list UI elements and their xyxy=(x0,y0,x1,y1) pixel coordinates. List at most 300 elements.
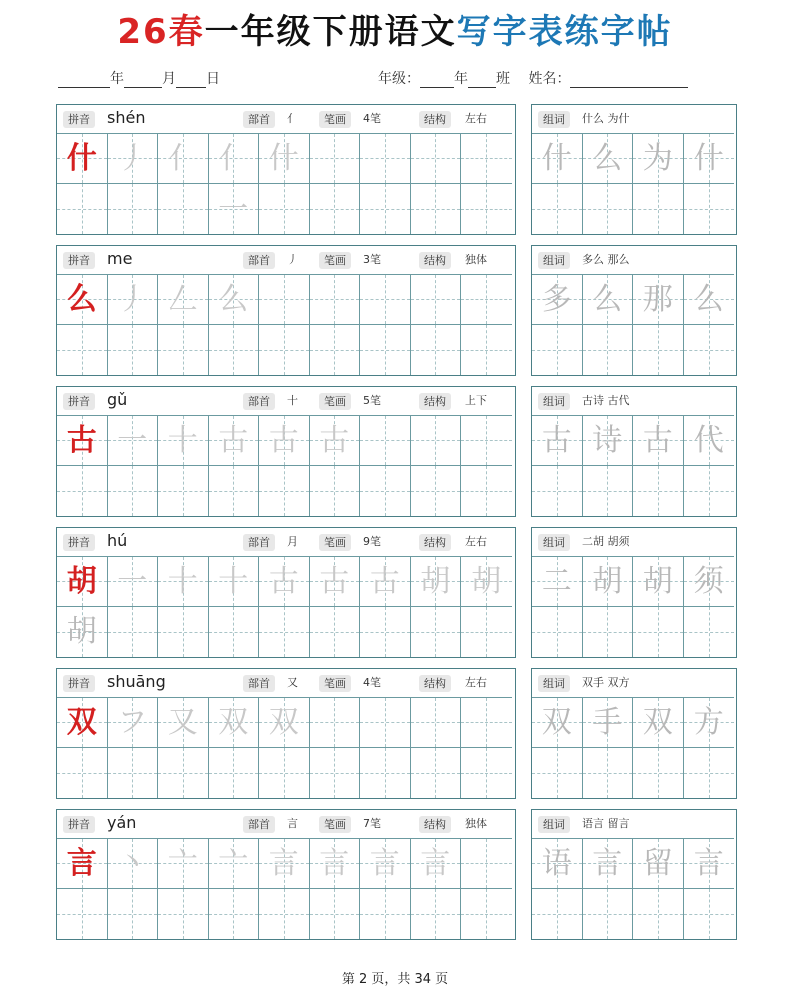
grid-cell[interactable] xyxy=(461,748,512,799)
year-blank[interactable] xyxy=(58,73,110,88)
grid-cell[interactable] xyxy=(684,184,735,235)
grid-cell[interactable] xyxy=(532,133,583,184)
grid-cell[interactable] xyxy=(209,607,260,658)
grid-cell[interactable] xyxy=(461,274,512,325)
grid-cell[interactable] xyxy=(209,466,260,517)
grid-cell[interactable] xyxy=(310,838,361,889)
practice-character: 古 xyxy=(268,423,299,458)
practice-character: 手 xyxy=(592,705,623,740)
grid-cell[interactable] xyxy=(532,274,583,325)
grid-cell[interactable] xyxy=(259,415,310,466)
grid-cell[interactable] xyxy=(684,748,735,799)
practice-character: 么 xyxy=(693,282,724,317)
grid-cell[interactable] xyxy=(310,415,361,466)
words-value: 双手 双方 xyxy=(582,676,630,689)
guide-line-horizontal xyxy=(57,491,107,492)
grid-cell[interactable] xyxy=(310,697,361,748)
guide-line-horizontal xyxy=(461,773,512,774)
guide-line-horizontal xyxy=(259,773,309,774)
guide-line-horizontal xyxy=(461,299,512,300)
guide-line-horizontal xyxy=(310,209,360,210)
practice-character: 二 xyxy=(541,564,572,599)
grid-cell[interactable] xyxy=(310,748,361,799)
grid-cell[interactable] xyxy=(411,325,462,376)
guide-line-horizontal xyxy=(310,773,360,774)
strokes-label: 笔画 xyxy=(319,816,351,833)
title-part-1: 26春 xyxy=(117,12,205,52)
word-practice-panel xyxy=(531,527,737,658)
grid-cell[interactable] xyxy=(461,133,512,184)
practice-character: 诗 xyxy=(592,423,623,458)
practice-character: 言 xyxy=(369,846,400,881)
grid-cell[interactable] xyxy=(684,133,735,184)
grid-cell[interactable] xyxy=(684,889,735,940)
grid-cell[interactable] xyxy=(583,697,634,748)
guide-line-horizontal xyxy=(583,350,633,351)
grid-cell[interactable] xyxy=(209,325,260,376)
guide-line-horizontal xyxy=(461,914,512,915)
character-practice-panel xyxy=(56,668,516,799)
practice-character: 么 xyxy=(592,282,623,317)
pinyin-value: gǔ xyxy=(107,390,128,409)
guide-line-horizontal xyxy=(158,773,208,774)
grid-cell[interactable] xyxy=(532,697,583,748)
grid-cell[interactable] xyxy=(108,697,159,748)
grid-cell[interactable] xyxy=(360,274,411,325)
radical-label: 部首 xyxy=(243,534,275,551)
grid-cell[interactable] xyxy=(684,697,735,748)
grid-cell[interactable] xyxy=(684,838,735,889)
grid-cell[interactable] xyxy=(583,274,634,325)
grid-cell[interactable] xyxy=(108,415,159,466)
grid-cell[interactable] xyxy=(461,325,512,376)
word-info-header xyxy=(532,387,736,415)
structure-value: 左右 xyxy=(465,676,487,689)
grid-cell[interactable] xyxy=(158,556,209,607)
strokes-label: 笔画 xyxy=(319,534,351,551)
grid-cell[interactable] xyxy=(108,466,159,517)
character-info-header xyxy=(57,810,515,838)
grid-cell[interactable] xyxy=(411,889,462,940)
grid-cell[interactable] xyxy=(532,889,583,940)
grid-cell[interactable] xyxy=(209,697,260,748)
guide-line-horizontal xyxy=(158,632,208,633)
grid-cell[interactable] xyxy=(633,325,684,376)
grid-cell[interactable] xyxy=(57,325,108,376)
words-label: 组词 xyxy=(538,534,570,551)
guide-line-horizontal xyxy=(57,209,107,210)
grid-cell[interactable] xyxy=(310,184,361,235)
guide-line-horizontal xyxy=(360,491,410,492)
grid-cell[interactable] xyxy=(532,415,583,466)
grid-cell[interactable] xyxy=(532,325,583,376)
grid-cell[interactable] xyxy=(461,184,512,235)
grid-cell[interactable] xyxy=(532,466,583,517)
grid-cell[interactable] xyxy=(461,556,512,607)
grid-cell[interactable] xyxy=(259,607,310,658)
grid-cell[interactable] xyxy=(583,748,634,799)
grid-cell[interactable] xyxy=(57,838,108,889)
strokes-value: 4笔 xyxy=(363,676,381,689)
grid-cell[interactable] xyxy=(259,466,310,517)
words-label: 组词 xyxy=(538,393,570,410)
grid-cell[interactable] xyxy=(583,889,634,940)
grid-cell[interactable] xyxy=(158,184,209,235)
grid-cell[interactable] xyxy=(57,184,108,235)
guide-line-horizontal xyxy=(461,632,512,633)
grid-cell[interactable] xyxy=(411,838,462,889)
guide-line-horizontal xyxy=(633,632,683,633)
grid-cell[interactable] xyxy=(158,133,209,184)
grid-cell[interactable] xyxy=(108,325,159,376)
grid-cell[interactable] xyxy=(532,556,583,607)
guide-line-horizontal xyxy=(108,491,158,492)
grid-cell[interactable] xyxy=(158,325,209,376)
radical-label: 部首 xyxy=(243,816,275,833)
practice-character: 为 xyxy=(642,141,673,176)
grid-cell[interactable] xyxy=(583,556,634,607)
guide-line-horizontal xyxy=(209,209,259,210)
guide-line-horizontal xyxy=(411,722,461,723)
grid-cell[interactable] xyxy=(209,274,260,325)
grid-cell[interactable] xyxy=(158,889,209,940)
guide-line-horizontal xyxy=(411,209,461,210)
words-label: 组词 xyxy=(538,816,570,833)
date-field[interactable] xyxy=(58,68,220,94)
words-label: 组词 xyxy=(538,252,570,269)
practice-character: 古 xyxy=(541,423,572,458)
grid-cell[interactable] xyxy=(633,133,684,184)
practice-character: 胡 xyxy=(642,564,673,599)
guide-line-horizontal xyxy=(310,299,360,300)
guide-line-horizontal xyxy=(310,914,360,915)
radical-value: 月 xyxy=(287,535,298,548)
grid-cell[interactable] xyxy=(532,748,583,799)
word-info-header xyxy=(532,528,736,556)
grid-cell[interactable] xyxy=(108,274,159,325)
grid-cell[interactable] xyxy=(360,838,411,889)
grid-cell[interactable] xyxy=(684,325,735,376)
grid-cell[interactable] xyxy=(209,133,260,227)
guide-line-horizontal xyxy=(108,914,158,915)
grid-cell[interactable] xyxy=(57,274,108,325)
grid-cell[interactable] xyxy=(158,838,209,889)
guide-line-horizontal xyxy=(57,773,107,774)
practice-character: 胡 xyxy=(471,564,502,599)
grid-cell[interactable] xyxy=(108,184,159,235)
grid-cell[interactable] xyxy=(411,556,462,607)
grid-cell[interactable] xyxy=(583,466,634,517)
radical-label: 部首 xyxy=(243,393,275,410)
grid-cell[interactable] xyxy=(583,415,634,466)
name-label: 姓名： xyxy=(528,71,571,87)
guide-line-horizontal xyxy=(583,491,633,492)
grid-cell[interactable] xyxy=(310,274,361,325)
grid-cell[interactable] xyxy=(259,325,310,376)
grid-cell[interactable] xyxy=(583,325,634,376)
strokes-label: 笔画 xyxy=(319,252,351,269)
grid-cell[interactable] xyxy=(209,748,260,799)
strokes-label: 笔画 xyxy=(319,393,351,410)
practice-character: 言 xyxy=(268,846,299,881)
grid-cell[interactable] xyxy=(158,607,209,658)
practice-character: 言 xyxy=(592,846,623,881)
grid-cell[interactable] xyxy=(633,184,684,235)
character-info-header xyxy=(57,528,515,556)
grid-cell[interactable] xyxy=(57,415,108,466)
structure-label: 结构 xyxy=(419,111,451,128)
practice-character: 古 xyxy=(319,564,350,599)
grid-cell[interactable] xyxy=(209,838,260,889)
pinyin-value: shén xyxy=(107,108,146,127)
practice-character: 么 xyxy=(592,141,623,176)
guide-line-horizontal xyxy=(411,632,461,633)
grid-cell[interactable] xyxy=(259,556,310,607)
character-info-header xyxy=(57,105,515,133)
grid-cell[interactable] xyxy=(461,415,512,466)
grid-cell[interactable] xyxy=(158,697,209,748)
grid-cell[interactable] xyxy=(108,607,159,658)
day-blank[interactable] xyxy=(176,73,206,88)
structure-label: 结构 xyxy=(419,393,451,410)
grid-cell[interactable] xyxy=(583,838,634,889)
grid-cell[interactable] xyxy=(360,556,411,607)
grid-cell[interactable] xyxy=(310,133,361,184)
grid-cell[interactable] xyxy=(108,889,159,940)
grid-cell[interactable] xyxy=(259,889,310,940)
grid-cell[interactable] xyxy=(633,607,684,658)
guide-line-horizontal xyxy=(259,632,309,633)
word-practice-panel xyxy=(531,668,737,799)
grid-cell[interactable] xyxy=(360,415,411,466)
guide-line-horizontal xyxy=(684,914,735,915)
guide-line-horizontal xyxy=(360,158,410,159)
pinyin-label: 拼音 xyxy=(63,816,95,833)
grade-label: 年级： xyxy=(378,71,420,87)
word-info-header xyxy=(532,810,736,838)
grid-cell[interactable] xyxy=(633,415,684,466)
grid-cell[interactable] xyxy=(310,607,361,658)
grid-cell[interactable] xyxy=(411,466,462,517)
guide-line-horizontal xyxy=(158,914,208,915)
practice-character: 什 xyxy=(693,141,724,176)
radical-value: 又 xyxy=(287,676,298,689)
practice-character: 代 xyxy=(693,423,724,458)
grid-cell[interactable] xyxy=(360,607,411,658)
grid-cell[interactable] xyxy=(259,274,310,325)
grid-cell[interactable] xyxy=(633,274,684,325)
words-label: 组词 xyxy=(538,675,570,692)
practice-character: 古 xyxy=(369,564,400,599)
grid-cell[interactable] xyxy=(583,184,634,235)
structure-label: 结构 xyxy=(419,534,451,551)
grid-cell[interactable] xyxy=(57,889,108,940)
practice-character: 𠃋 xyxy=(167,282,198,317)
grid-cell[interactable] xyxy=(461,697,512,748)
structure-label: 结构 xyxy=(419,675,451,692)
practice-character: 亻 xyxy=(167,141,198,176)
grid-cell[interactable] xyxy=(360,184,411,235)
practice-character: 什 xyxy=(66,141,97,176)
radical-value: 言 xyxy=(287,817,298,830)
strokes-value: 7笔 xyxy=(363,817,381,830)
guide-line-horizontal xyxy=(360,209,410,210)
guide-line-horizontal xyxy=(633,350,683,351)
grid-cell[interactable] xyxy=(57,466,108,517)
grid-cell[interactable] xyxy=(461,889,512,940)
grid-cell[interactable] xyxy=(259,184,310,235)
practice-character: 一 xyxy=(117,564,148,599)
word-practice-panel xyxy=(531,245,737,376)
grid-cell[interactable] xyxy=(532,607,583,658)
pinyin-value: hú xyxy=(107,531,128,550)
grid-cell[interactable] xyxy=(209,184,260,235)
grid-cell[interactable] xyxy=(461,466,512,517)
grid-cell[interactable] xyxy=(633,556,684,607)
grid-cell[interactable] xyxy=(411,697,462,748)
grid-cell[interactable] xyxy=(209,415,260,466)
class-blank[interactable] xyxy=(468,73,496,88)
practice-character: 双 xyxy=(541,705,572,740)
structure-value: 左右 xyxy=(465,535,487,548)
grid-cell[interactable] xyxy=(411,415,462,466)
grid-cell[interactable] xyxy=(411,184,462,235)
grid-cell[interactable] xyxy=(360,697,411,748)
grid-cell[interactable] xyxy=(310,325,361,376)
grid-cell[interactable] xyxy=(360,133,411,184)
grid-cell[interactable] xyxy=(57,697,108,748)
grid-cell[interactable] xyxy=(684,607,735,658)
character-practice-panel xyxy=(56,527,516,658)
grid-cell[interactable] xyxy=(310,889,361,940)
grid-cell[interactable] xyxy=(461,838,512,889)
character-info-header xyxy=(57,669,515,697)
guide-line-horizontal xyxy=(158,491,208,492)
guide-line-horizontal xyxy=(158,350,208,351)
grid-cell[interactable] xyxy=(310,556,361,607)
guide-line-horizontal xyxy=(583,773,633,774)
grid-cell[interactable] xyxy=(684,466,735,517)
month-blank[interactable] xyxy=(124,73,162,88)
guide-line-horizontal xyxy=(57,350,107,351)
grid-cell[interactable] xyxy=(108,838,159,889)
practice-character: 言 xyxy=(319,846,350,881)
radical-value: 十 xyxy=(287,394,298,407)
grid-cell[interactable] xyxy=(360,748,411,799)
word-practice-panel xyxy=(531,386,737,517)
grid-cell[interactable] xyxy=(158,415,209,466)
grid-cell[interactable] xyxy=(108,133,159,184)
grid-cell[interactable] xyxy=(411,748,462,799)
grid-cell[interactable] xyxy=(461,607,512,658)
grid-cell[interactable] xyxy=(583,607,634,658)
guide-line-horizontal xyxy=(310,350,360,351)
grid-cell[interactable] xyxy=(259,133,310,184)
grid-cell[interactable] xyxy=(57,748,108,799)
strokes-label: 笔画 xyxy=(319,675,351,692)
grid-cell[interactable] xyxy=(57,556,108,607)
grid-cell[interactable] xyxy=(158,274,209,325)
guide-line-horizontal xyxy=(310,158,360,159)
pinyin-value: me xyxy=(107,249,133,268)
pinyin-label: 拼音 xyxy=(63,534,95,551)
guide-line-horizontal xyxy=(209,491,259,492)
grid-cell[interactable] xyxy=(633,889,684,940)
grid-cell[interactable] xyxy=(57,607,108,658)
practice-character: 古 xyxy=(218,423,249,458)
grid-cell[interactable] xyxy=(57,133,108,184)
practice-character: 方 xyxy=(693,705,724,740)
grid-cell[interactable] xyxy=(532,184,583,235)
grid-cell[interactable] xyxy=(158,466,209,517)
grid-cell[interactable] xyxy=(259,697,310,748)
grid-cell[interactable] xyxy=(259,838,310,889)
guide-line-horizontal xyxy=(108,632,158,633)
character-info-header xyxy=(57,246,515,274)
guide-line-horizontal xyxy=(411,773,461,774)
word-info-header xyxy=(532,246,736,274)
grid-cell[interactable] xyxy=(633,748,684,799)
grid-cell[interactable] xyxy=(108,748,159,799)
grid-cell[interactable] xyxy=(684,274,735,325)
practice-character: 须 xyxy=(693,564,724,599)
student-info-field[interactable] xyxy=(378,68,688,94)
guide-line-horizontal xyxy=(360,722,410,723)
strokes-value: 3笔 xyxy=(363,253,381,266)
practice-character: 古 xyxy=(642,423,673,458)
guide-line-horizontal xyxy=(684,491,735,492)
grid-cell[interactable] xyxy=(360,466,411,517)
grid-cell[interactable] xyxy=(633,466,684,517)
grid-cell[interactable] xyxy=(108,556,159,607)
structure-value: 独体 xyxy=(465,253,487,266)
guide-line-horizontal xyxy=(633,773,683,774)
grid-cell[interactable] xyxy=(633,838,684,889)
grid-cell[interactable] xyxy=(684,556,735,607)
grid-cell[interactable] xyxy=(411,274,462,325)
grade-blank[interactable] xyxy=(420,73,454,88)
grid-cell[interactable] xyxy=(209,556,260,607)
guide-line-horizontal xyxy=(684,773,735,774)
grid-cell[interactable] xyxy=(310,466,361,517)
guide-line-horizontal xyxy=(209,632,259,633)
guide-line-horizontal xyxy=(411,299,461,300)
grid-cell[interactable] xyxy=(360,889,411,940)
words-label: 组词 xyxy=(538,111,570,128)
practice-character: 又 xyxy=(167,705,198,740)
practice-character: 胡 xyxy=(592,564,623,599)
radical-value: 亻 xyxy=(287,112,298,125)
grid-cell[interactable] xyxy=(158,748,209,799)
guide-line-horizontal xyxy=(57,914,107,915)
word-info-header xyxy=(532,105,736,133)
structure-label: 结构 xyxy=(419,816,451,833)
practice-character: 言 xyxy=(66,846,97,881)
grid-cell[interactable] xyxy=(684,415,735,466)
grid-cell[interactable] xyxy=(532,838,583,889)
grid-cell[interactable] xyxy=(360,325,411,376)
grid-cell[interactable] xyxy=(633,697,684,748)
grid-cell[interactable] xyxy=(411,607,462,658)
grid-cell[interactable] xyxy=(209,889,260,940)
guide-line-horizontal xyxy=(108,773,158,774)
grid-cell[interactable] xyxy=(583,133,634,184)
character-practice-panel xyxy=(56,245,516,376)
grid-cell[interactable] xyxy=(411,133,462,184)
grid-cell[interactable] xyxy=(259,748,310,799)
name-blank[interactable] xyxy=(570,73,688,88)
radical-label: 部首 xyxy=(243,111,275,128)
